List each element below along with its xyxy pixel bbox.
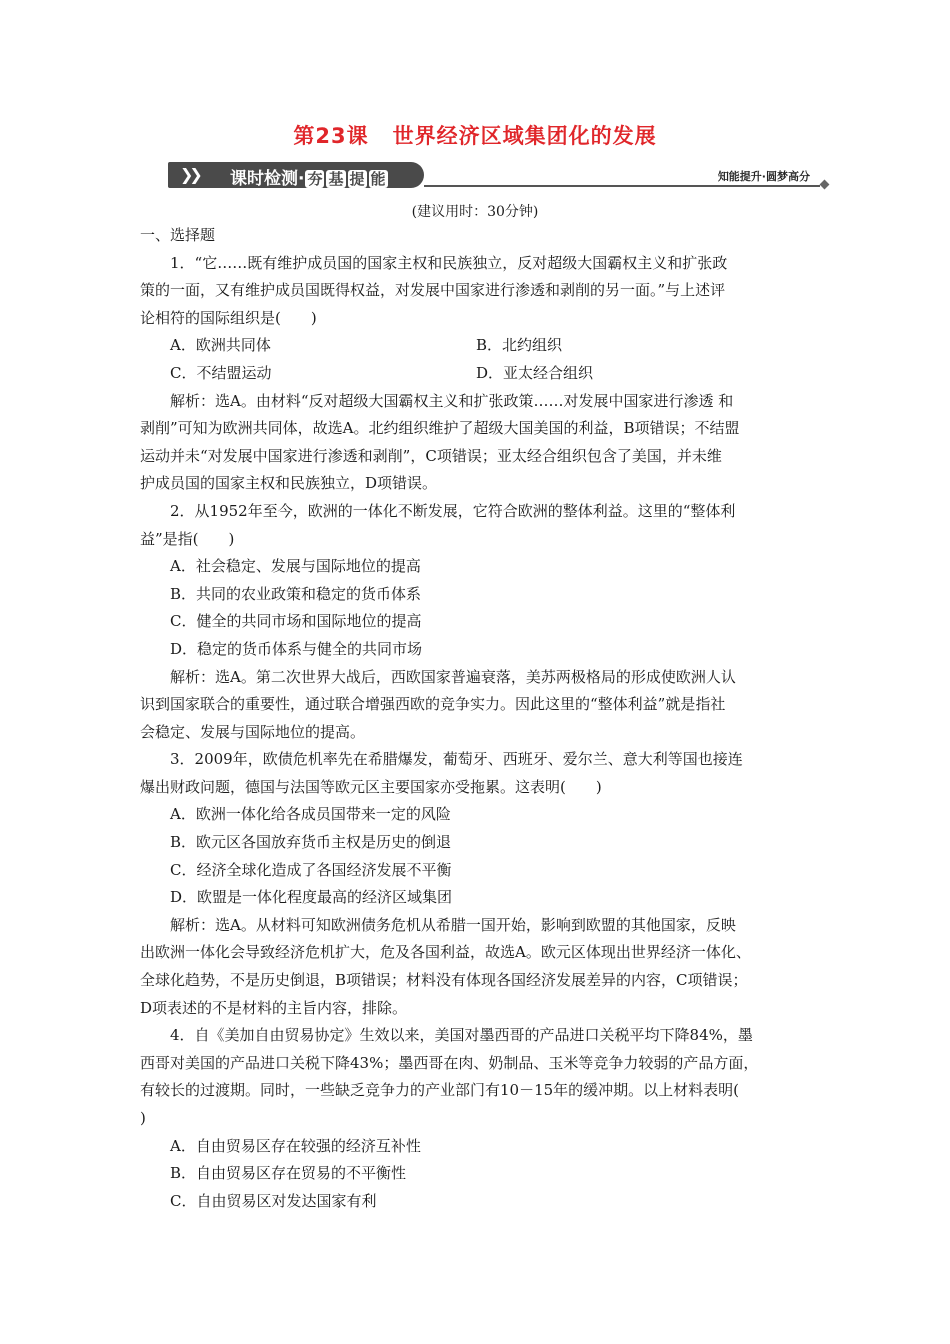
question-text: 西哥对美国的产品进口关税下降43%；墨西哥在肉、奶制品、玉米等竞争力较弱的产品方面， <box>140 1053 759 1072</box>
answer-text: 会稳定、发展与国际地位的提高。 <box>140 722 366 741</box>
banner-label <box>230 164 389 189</box>
question-text: 论相符的国际组织是( ) <box>140 308 317 327</box>
diamond-icon <box>820 180 830 190</box>
question-text: 2．从1952年至今，欧洲的一体化不断发展，它符合欧洲的整体利益。这里的“整体利 <box>170 501 736 520</box>
chevron-right-icon: ❯❯ <box>180 165 199 184</box>
option: A．欧洲一体化给各成员国带来一定的风险 <box>170 805 451 824</box>
question-text: 策的一面，又有维护成员国既得权益，对发展中国家进行渗透和剥削的另一面。”与上述评 <box>140 281 726 300</box>
banner-boxed-char: 提 <box>349 170 365 188</box>
question-text: 3．2009年，欧债危机率先在希腊爆发，葡萄牙、西班牙、爱尔兰、意大利等国也接连 <box>170 750 743 769</box>
question-text: 4．自《美加自由贸易协定》生效以来，美国对墨西哥的产品进口关税平均下降84%，墨 <box>170 1026 753 1045</box>
option: D．稳定的货币体系与健全的共同市场 <box>170 639 423 658</box>
question-text: ) <box>140 1109 146 1127</box>
answer-text: 运动并未“对发展中国家进行渗透和剥削”，C项错误；亚太经合组织包含了美国，并未维 <box>140 446 722 465</box>
answer-text: 解析：选A。从材料可知欧洲债务危机从希腊一国开始，影响到欧盟的其他国家，反映 <box>170 915 736 934</box>
answer-text: 全球化趋势，不是历史倒退，B项错误；材料没有体现各国经济发展差异的内容，C项错误； <box>140 971 748 990</box>
option: C．健全的共同市场和国际地位的提高 <box>170 612 422 631</box>
banner-boxed-char: 能 <box>370 170 386 188</box>
option: A．欧洲共同体 <box>170 336 271 355</box>
option: A．自由贸易区存在较强的经济互补性 <box>170 1136 421 1155</box>
option: D．欧盟是一体化程度最高的经济区域集团 <box>170 888 453 907</box>
section-heading: 一、选择题 <box>140 226 216 244</box>
question-text: 益”是指( ) <box>140 529 235 548</box>
option-row <box>140 332 830 360</box>
option: C．经济全球化造成了各国经济发展不平衡 <box>170 860 452 879</box>
lesson-number: 第23课 <box>293 124 369 148</box>
answer-text: 解析：选A。第二次世界大战后，西欧国家普遍衰落，美苏两极格局的形成使欧洲人认 <box>170 667 736 686</box>
answer-text: D项表述的不是材料的主旨内容，排除。 <box>140 998 408 1017</box>
option: B．北约组织 <box>476 336 563 355</box>
option: C．自由贸易区对发达国家有利 <box>170 1191 377 1210</box>
page-title <box>0 120 950 150</box>
answer-text: 识到国家联合的重要性，通过联合增强西欧的竞争实力。因此这里的“整体利益”就是指社 <box>140 695 726 714</box>
answer-text: 剥削”可知为欧洲共同体，故选A。北约组织维护了超级大国美国的利益，B项错误；不结盟 <box>140 419 740 438</box>
question-text: 爆出财政问题，德国与法国等欧元区主要国家亦受拖累。这表明( ) <box>140 777 602 796</box>
answer-text: 护成员国的国家主权和民族独立，D项错误。 <box>140 474 438 493</box>
banner-slogan: 知能提升·圆梦高分 <box>717 170 810 183</box>
section-banner <box>168 162 828 188</box>
option: B．共同的农业政策和稳定的货币体系 <box>170 584 422 603</box>
option: B．欧元区各国放弃货币主权是历史的倒退 <box>170 833 452 852</box>
option: D．亚太经合组织 <box>476 363 594 382</box>
answer-text: 解析：选A。由材料“反对超级大国霸权主义和扩张政策……对发展中国家进行渗透 和 <box>170 391 734 410</box>
question-text: 1．“它……既有维护成员国的国家主权和民族独立，反对超级大国霸权主义和扩张政 <box>170 253 728 272</box>
option: B．自由贸易区存在贸易的不平衡性 <box>170 1164 407 1183</box>
answer-text: 出欧洲一体化会导致经济危机扩大，危及各国利益，故选A。欧元区体现出世界经济一体化、 <box>140 943 751 962</box>
question-text: 有较长的过渡期。同时，一些缺乏竞争力的产业部门有10－15年的缓冲期。以上材料表明( <box>140 1081 740 1100</box>
option-row <box>140 360 830 388</box>
lesson-title: 世界经济区域集团化的发展 <box>392 124 657 148</box>
banner-label-text: 课时检测· <box>230 169 305 189</box>
question-list <box>140 222 830 1215</box>
banner-boxed-char: 夯 <box>307 170 323 188</box>
option: C．不结盟运动 <box>170 363 272 382</box>
suggested-time: (建议用时：30分钟) <box>411 204 539 220</box>
banner-divider <box>424 185 820 187</box>
option: A．社会稳定、发展与国际地位的提高 <box>170 557 421 576</box>
banner-boxed-char: 基 <box>328 170 344 188</box>
